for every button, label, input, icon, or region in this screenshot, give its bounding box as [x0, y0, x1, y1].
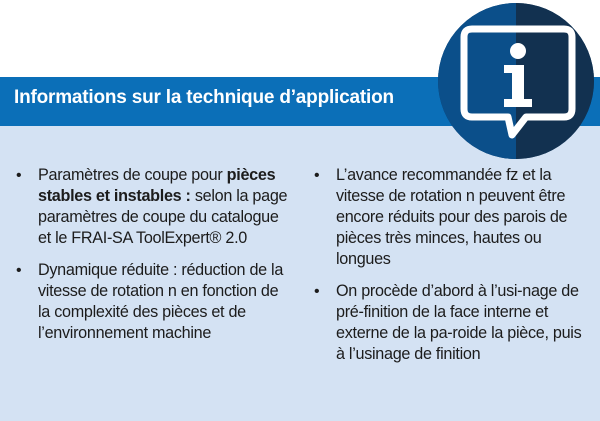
left-column: [14, 165, 290, 355]
list-item: • L’avance recommandée fz et la vitesse de rotation n peuvent être encore réduits pour des parois de pièces très minces, hautes ou longues: [314, 166, 568, 268]
info-icon: [432, 1, 600, 161]
list-item: • On procède d’abord à l’usi-nage de pré-finition de la face interne et externe de la pa-roide la pièce, puis à l’usinage de finition: [314, 282, 582, 363]
list-item: • Dynamique réduite : réduction de la vitesse de rotation n en fonction de la complexité des pièces et de l’environnement machine: [16, 261, 284, 342]
page-title: Informations sur la technique d’application: [14, 87, 394, 108]
right-column: [312, 165, 588, 376]
list-item: • Paramètres de coupe pour pièces stables et instables : selon la page paramètres de coupe du catalogue et le FRAI-SA ToolExpert® 2.0: [16, 166, 288, 247]
